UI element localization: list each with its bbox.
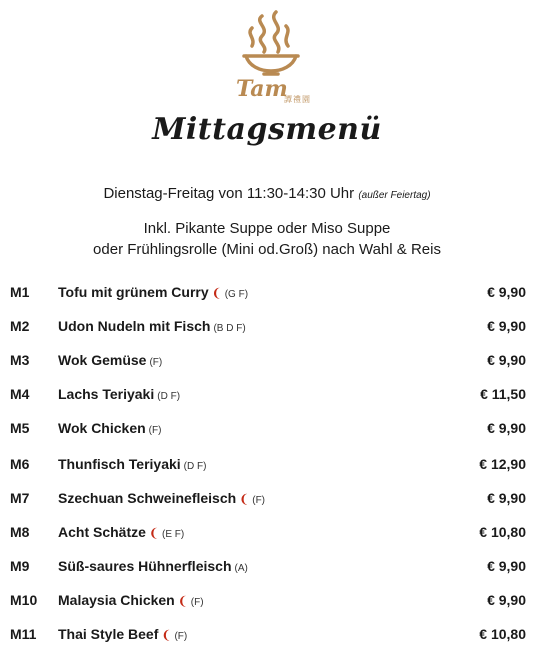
menu-item-code: M9 — [10, 558, 30, 574]
menu-item-price: € 9,90 — [487, 284, 526, 300]
chili-pepper-icon: ❨ — [148, 526, 159, 540]
menu-item-code: M6 — [10, 456, 30, 472]
menu-item-code: M7 — [10, 490, 30, 506]
menu-item-label: Thai Style Beef — [58, 626, 159, 642]
menu-item-label: Malaysia Chicken — [58, 592, 175, 608]
menu-item-name — [58, 524, 184, 540]
chili-pepper-icon: ❨ — [177, 594, 188, 608]
menu-item-row — [0, 524, 534, 548]
menu-item-name — [58, 284, 248, 300]
menu-item-name — [58, 456, 206, 472]
hours-text: Dienstag-Freitag von 11:30-14:30 Uhr — [103, 185, 355, 202]
menu-item-name — [58, 352, 162, 368]
menu-item-label: Acht Schätze — [58, 524, 146, 540]
menu-item-code: M2 — [10, 318, 30, 334]
menu-item-label: Tofu mit grünem Curry — [58, 284, 209, 300]
menu-item-price: € 11,50 — [480, 386, 526, 402]
menu-item-allergens: (A) — [234, 563, 248, 574]
menu-item-allergens: (F) — [149, 357, 163, 368]
menu-item-label: Wok Chicken — [58, 420, 146, 436]
menu-item-label: Lachs Teriyaki — [58, 386, 155, 402]
chili-pepper-icon: ❨ — [211, 286, 222, 300]
menu-item-name — [58, 420, 161, 436]
menu-item-row — [0, 456, 534, 480]
menu-item-allergens: (F) — [174, 631, 188, 642]
menu-item-allergens: (E F) — [161, 529, 185, 540]
menu-item-code: M4 — [10, 386, 30, 402]
menu-item-price: € 9,90 — [487, 352, 526, 368]
menu-item-price: € 9,90 — [487, 558, 526, 574]
included-line-1: Inkl. Pikante Suppe oder Miso Suppe — [143, 220, 391, 237]
chili-pepper-icon: ❨ — [239, 492, 250, 506]
menu-item-price: € 10,80 — [479, 524, 526, 540]
menu-item-code: M1 — [10, 284, 30, 300]
menu-item-label: Szechuan Schweinefleisch — [58, 490, 237, 506]
menu-item-code: M10 — [10, 592, 38, 608]
menu-item-label: Wok Gemüse — [58, 352, 147, 368]
menu-item-row — [0, 420, 534, 444]
menu-item-price: € 9,90 — [487, 490, 526, 506]
included-info — [0, 218, 534, 260]
logo-wordmark: Tam — [236, 76, 288, 102]
menu-item-row — [0, 352, 534, 376]
hours-note: (außer Feiertag) — [358, 190, 431, 201]
menu-item-code: M5 — [10, 420, 30, 436]
menu-item-row — [0, 490, 534, 514]
menu-item-name — [58, 318, 246, 334]
menu-item-row — [0, 386, 534, 410]
menu-item-allergens: (D F) — [157, 391, 181, 402]
menu-item-allergens: (F) — [252, 495, 266, 506]
opening-hours — [0, 185, 534, 202]
menu-item-price: € 10,80 — [479, 626, 526, 642]
menu-item-price: € 9,90 — [487, 318, 526, 334]
logo-chinese-text: 譚禮園 — [284, 95, 311, 104]
menu-item-name — [58, 558, 248, 574]
included-line-2: oder Frühlingsrolle (Mini od.Groß) nach Wahl & Reis — [93, 241, 441, 258]
menu-item-price: € 9,90 — [487, 592, 526, 608]
menu-item-allergens: (G F) — [224, 289, 249, 300]
menu-item-label: Udon Nudeln mit Fisch — [58, 318, 211, 334]
menu-item-row — [0, 284, 534, 308]
page-title: Mittagsmenü — [152, 112, 382, 147]
menu-item-row — [0, 626, 534, 650]
menu-item-allergens: (B D F) — [213, 323, 246, 334]
menu-item-row — [0, 592, 534, 616]
chili-pepper-icon: ❨ — [161, 628, 172, 642]
menu-item-code: M8 — [10, 524, 30, 540]
menu-item-row — [0, 318, 534, 342]
menu-item-allergens: (F) — [190, 597, 204, 608]
menu-item-name — [58, 490, 265, 506]
menu-item-row — [0, 558, 534, 582]
menu-item-price: € 9,90 — [487, 420, 526, 436]
menu-item-allergens: (F) — [148, 425, 162, 436]
menu-item-name — [58, 386, 180, 402]
menu-item-allergens: (D F) — [183, 461, 207, 472]
menu-item-code: M11 — [10, 626, 37, 642]
menu-item-name — [58, 592, 204, 608]
menu-item-name — [58, 626, 187, 642]
menu-item-code: M3 — [10, 352, 30, 368]
menu-item-label: Thunfisch Teriyaki — [58, 456, 181, 472]
menu-item-price: € 12,90 — [479, 456, 526, 472]
menu-item-label: Süß-saures Hühnerfleisch — [58, 558, 232, 574]
